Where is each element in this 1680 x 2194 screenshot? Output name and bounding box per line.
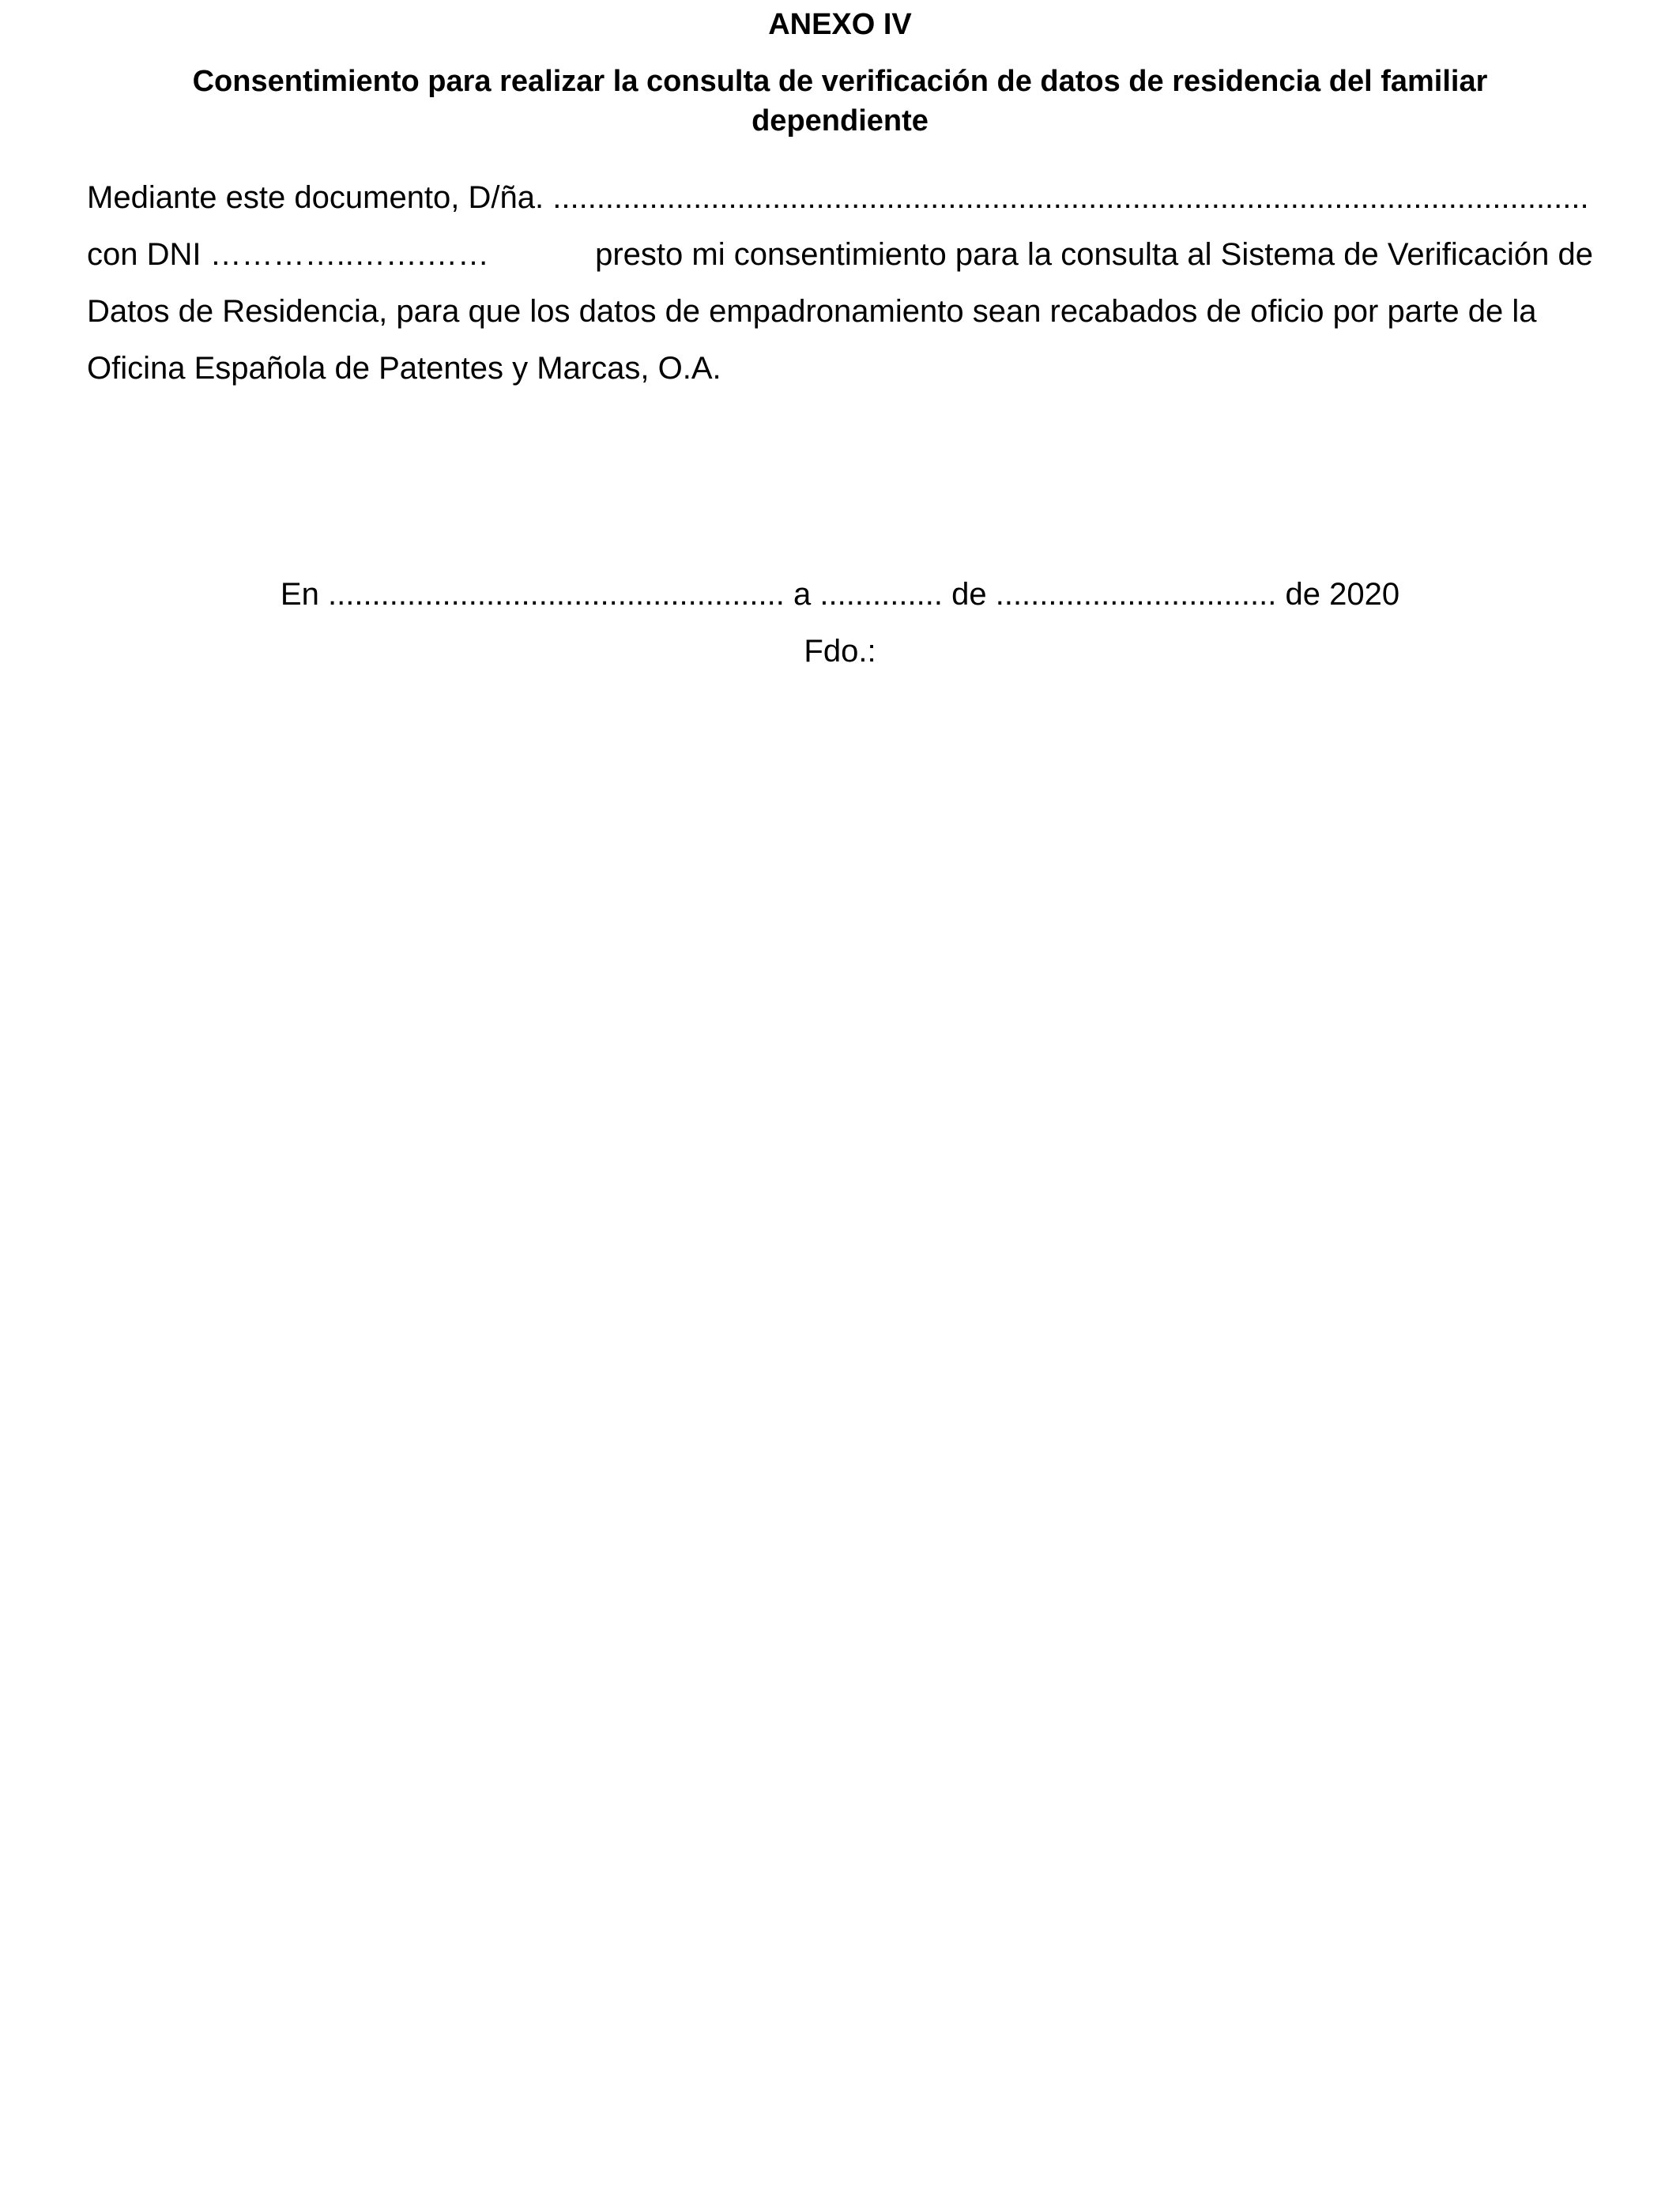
body-line-1-lead: Mediante este documento, D/ña. <box>87 180 544 215</box>
annex-title: ANEXO IV <box>768 8 912 41</box>
date-de-label-1: de <box>951 577 987 612</box>
body-line-4: Oficina Española de Patentes y Marcas, O.A. <box>87 351 721 386</box>
day-field-dots: .............. <box>819 577 943 612</box>
body-line-3: Datos de Residencia, para que los datos de empadronamiento sean recabados de oficio por parte de la <box>87 294 1537 329</box>
body-line-2-text: presto mi consentimiento para la consulta al Sistema de Verificación de <box>595 237 1593 272</box>
place-field-dots: .................................................... <box>327 577 785 612</box>
signature-label: Fdo.: <box>804 634 876 669</box>
date-de-label-2: de <box>1285 577 1320 612</box>
date-place-line <box>0 572 1680 616</box>
year-value: 2020 <box>1329 577 1400 612</box>
date-a-label: a <box>793 577 812 612</box>
month-field-dots: ................................ <box>995 577 1277 612</box>
body-line-1 <box>87 175 1593 220</box>
document-title: Consentimiento para realizar la consulta de verificación de datos de residencia del familiar dependiente <box>192 65 1488 138</box>
date-en-label: En <box>280 577 319 612</box>
dni-field: con DNI …………..…….…… <box>87 237 489 272</box>
body-line-2 <box>87 232 1593 277</box>
name-field-dots: ...................................................................................................................... <box>552 180 1589 215</box>
